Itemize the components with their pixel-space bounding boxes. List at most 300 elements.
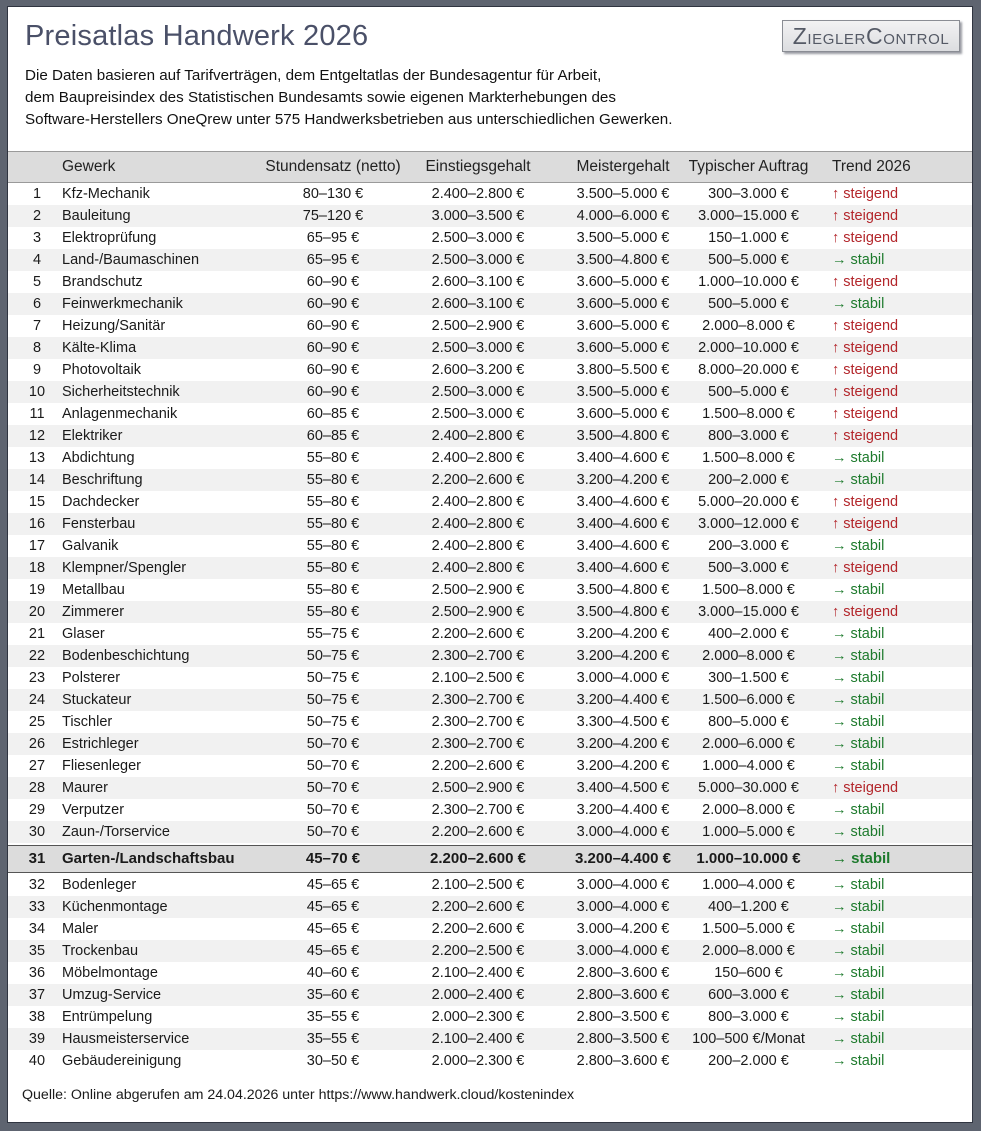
- meistergehalt-cell: 3.500–5.000 €: [576, 186, 670, 202]
- stundensatz-cell: 50–70 €: [306, 736, 360, 752]
- gewerk-cell: Stuckateur: [62, 692, 132, 708]
- row-number: 15: [28, 494, 46, 510]
- table-header: [8, 151, 972, 183]
- stundensatz-cell: 40–60 €: [306, 965, 360, 981]
- gewerk-cell: Elektroprüfung: [62, 230, 157, 246]
- trend-cell: ↑ steigend: [832, 318, 899, 334]
- table-row: [8, 293, 972, 315]
- trend-cell: → stabil: [832, 472, 885, 488]
- row-number: 2: [32, 208, 42, 224]
- source-note: Quelle: Online abgerufen am 24.04.2026 unter https://www.handwerk.cloud/kostenindex: [22, 1087, 575, 1103]
- stundensatz-cell: 35–55 €: [306, 1009, 360, 1025]
- einstiegsgehalt-cell: 3.000–3.500 €: [431, 208, 525, 224]
- auftrag-cell: 1.500–5.000 €: [702, 921, 795, 937]
- trend-cell: → stabil: [832, 538, 885, 554]
- row-number: 12: [28, 428, 46, 444]
- meistergehalt-cell: 3.000–4.000 €: [576, 824, 670, 840]
- gewerk-cell: Küchenmontage: [62, 899, 168, 915]
- table-row: [8, 1050, 972, 1072]
- stundensatz-cell: 50–70 €: [306, 780, 360, 796]
- row-number: 14: [28, 472, 46, 488]
- einstiegsgehalt-cell: 2.400–2.800 €: [431, 538, 525, 554]
- meistergehalt-cell: 3.600–5.000 €: [576, 296, 670, 312]
- meistergehalt-cell: 4.000–6.000 €: [576, 208, 670, 224]
- stundensatz-cell: 35–55 €: [306, 1031, 360, 1047]
- intro-text: [25, 65, 725, 131]
- trend-cell: → stabil: [832, 921, 885, 937]
- trend-cell: → stabil: [832, 252, 885, 268]
- trend-cell: → stabil: [832, 582, 885, 598]
- trend-cell: → stabil: [832, 824, 885, 840]
- einstiegsgehalt-cell: 2.100–2.400 €: [431, 1031, 525, 1047]
- row-number: 7: [32, 318, 42, 334]
- stundensatz-cell: 50–75 €: [306, 648, 360, 664]
- table-row: [8, 315, 972, 337]
- gewerk-cell: Zimmerer: [62, 604, 125, 620]
- einstiegsgehalt-cell: 2.500–3.000 €: [431, 252, 525, 268]
- auftrag-cell: 800–3.000 €: [708, 428, 789, 444]
- table-row: [8, 271, 972, 293]
- gewerk-cell: Hausmeisterservice: [62, 1031, 190, 1047]
- stundensatz-cell: 50–70 €: [306, 758, 360, 774]
- gewerk-cell: Maler: [62, 921, 99, 937]
- meistergehalt-cell: 2.800–3.500 €: [576, 1031, 670, 1047]
- row-number: 40: [28, 1053, 46, 1069]
- auftrag-cell: 1.500–6.000 €: [702, 692, 795, 708]
- stundensatz-cell: 60–90 €: [306, 384, 360, 400]
- meistergehalt-cell: 3.200–4.400 €: [576, 802, 670, 818]
- row-number: 38: [28, 1009, 46, 1025]
- trend-cell: → stabil: [832, 1031, 885, 1047]
- col-header-auftrag: Typischer Auftrag: [688, 158, 809, 175]
- meistergehalt-cell: 3.000–4.000 €: [576, 943, 670, 959]
- auftrag-cell: 3.000–12.000 €: [698, 516, 799, 532]
- meistergehalt-cell: 2.800–3.600 €: [576, 987, 670, 1003]
- auftrag-cell: 800–3.000 €: [708, 1009, 789, 1025]
- meistergehalt-cell: 3.500–4.800 €: [576, 252, 670, 268]
- table-row: [8, 1006, 972, 1028]
- auftrag-cell: 2.000–8.000 €: [702, 318, 795, 334]
- gewerk-cell: Fliesenleger: [62, 758, 141, 774]
- einstiegsgehalt-cell: 2.200–2.600 €: [431, 472, 525, 488]
- trend-cell: → stabil: [832, 450, 885, 466]
- einstiegsgehalt-cell: 2.100–2.500 €: [431, 877, 525, 893]
- stundensatz-cell: 45–65 €: [306, 943, 360, 959]
- einstiegsgehalt-cell: 2.200–2.600 €: [430, 850, 526, 867]
- einstiegsgehalt-cell: 2.300–2.700 €: [431, 802, 525, 818]
- stundensatz-cell: 65–95 €: [306, 252, 360, 268]
- einstiegsgehalt-cell: 2.400–2.800 €: [431, 450, 525, 466]
- einstiegsgehalt-cell: 2.400–2.800 €: [431, 516, 525, 532]
- gewerk-cell: Trockenbau: [62, 943, 139, 959]
- row-number: 25: [28, 714, 46, 730]
- gewerk-cell: Heizung/Sanitär: [62, 318, 166, 334]
- trend-cell: → stabil: [832, 296, 885, 312]
- stundensatz-cell: 30–50 €: [306, 1053, 360, 1069]
- auftrag-cell: 1.000–4.000 €: [702, 758, 795, 774]
- stundensatz-cell: 50–70 €: [306, 802, 360, 818]
- meistergehalt-cell: 3.600–5.000 €: [576, 274, 670, 290]
- gewerk-cell: Metallbau: [62, 582, 125, 598]
- stundensatz-cell: 55–80 €: [306, 604, 360, 620]
- table-row: [8, 205, 972, 227]
- table-row: [8, 601, 972, 623]
- table-row: [8, 896, 972, 918]
- table-row: [8, 940, 972, 962]
- trend-cell: → stabil: [832, 626, 885, 642]
- einstiegsgehalt-cell: 2.300–2.700 €: [431, 714, 525, 730]
- table-row: [8, 623, 972, 645]
- trend-cell: → stabil: [832, 736, 885, 752]
- meistergehalt-cell: 3.400–4.600 €: [576, 494, 670, 510]
- meistergehalt-cell: 3.000–4.000 €: [576, 877, 670, 893]
- trend-cell: ↑ steigend: [832, 780, 899, 796]
- auftrag-cell: 1.500–8.000 €: [702, 582, 795, 598]
- einstiegsgehalt-cell: 2.600–3.200 €: [431, 362, 525, 378]
- gewerk-cell: Bodenbeschichtung: [62, 648, 190, 664]
- trend-cell: → stabil: [832, 987, 885, 1003]
- row-number: 13: [28, 450, 46, 466]
- auftrag-cell: 1.000–5.000 €: [702, 824, 795, 840]
- meistergehalt-cell: 3.400–4.600 €: [576, 450, 670, 466]
- document-panel: [7, 6, 973, 1123]
- row-number: 26: [28, 736, 46, 752]
- meistergehalt-cell: 3.500–5.000 €: [576, 230, 670, 246]
- gewerk-cell: Garten-/Landschaftsbau: [62, 850, 235, 867]
- meistergehalt-cell: 3.000–4.000 €: [576, 899, 670, 915]
- row-number: 17: [28, 538, 46, 554]
- trend-cell: → stabil: [832, 714, 885, 730]
- table-row: [8, 249, 972, 271]
- einstiegsgehalt-cell: 2.200–2.600 €: [431, 824, 525, 840]
- auftrag-cell: 500–5.000 €: [708, 252, 789, 268]
- row-number: 8: [32, 340, 42, 356]
- einstiegsgehalt-cell: 2.500–3.000 €: [431, 406, 525, 422]
- trend-cell: ↑ steigend: [832, 494, 899, 510]
- trend-cell: → stabil: [832, 850, 891, 867]
- gewerk-cell: Estrichleger: [62, 736, 139, 752]
- meistergehalt-cell: 3.200–4.400 €: [575, 850, 671, 867]
- meistergehalt-cell: 3.600–5.000 €: [576, 318, 670, 334]
- stundensatz-cell: 45–65 €: [306, 877, 360, 893]
- auftrag-cell: 600–3.000 €: [708, 987, 789, 1003]
- gewerk-cell: Glaser: [62, 626, 105, 642]
- stundensatz-cell: 60–85 €: [306, 428, 360, 444]
- einstiegsgehalt-cell: 2.500–3.000 €: [431, 230, 525, 246]
- stundensatz-cell: 55–80 €: [306, 516, 360, 532]
- stundensatz-cell: 60–90 €: [306, 318, 360, 334]
- stundensatz-cell: 50–75 €: [306, 670, 360, 686]
- row-number: 16: [28, 516, 46, 532]
- gewerk-cell: Land-/Baumaschinen: [62, 252, 200, 268]
- table-row: [8, 918, 972, 940]
- intro-line: Die Daten basieren auf Tarifverträgen, dem Entgeltatlas der Bundesagentur für Arbeit,: [25, 67, 602, 84]
- auftrag-cell: 5.000–20.000 €: [698, 494, 799, 510]
- einstiegsgehalt-cell: 2.200–2.500 €: [431, 943, 525, 959]
- table-row: [8, 1028, 972, 1050]
- einstiegsgehalt-cell: 2.000–2.300 €: [431, 1053, 525, 1069]
- meistergehalt-cell: 3.200–4.200 €: [576, 626, 670, 642]
- auftrag-cell: 3.000–15.000 €: [698, 604, 799, 620]
- col-header-meistergehalt: Meistergehalt: [576, 158, 670, 175]
- einstiegsgehalt-cell: 2.300–2.700 €: [431, 648, 525, 664]
- row-number: 27: [28, 758, 46, 774]
- table-row: [8, 513, 972, 535]
- row-number: 4: [32, 252, 42, 268]
- gewerk-cell: Abdichtung: [62, 450, 135, 466]
- stundensatz-cell: 35–60 €: [306, 987, 360, 1003]
- trend-cell: → stabil: [832, 965, 885, 981]
- stundensatz-cell: 50–70 €: [306, 824, 360, 840]
- einstiegsgehalt-cell: 2.000–2.400 €: [431, 987, 525, 1003]
- row-number: 10: [28, 384, 46, 400]
- meistergehalt-cell: 3.400–4.600 €: [576, 516, 670, 532]
- stundensatz-cell: 55–80 €: [306, 538, 360, 554]
- table-row: [8, 579, 972, 601]
- gewerk-cell: Maurer: [62, 780, 108, 796]
- gewerk-cell: Beschriftung: [62, 472, 143, 488]
- table-row: [8, 733, 972, 755]
- table-row: [8, 984, 972, 1006]
- einstiegsgehalt-cell: 2.100–2.500 €: [431, 670, 525, 686]
- auftrag-cell: 200–2.000 €: [708, 1053, 789, 1069]
- table-row: [8, 535, 972, 557]
- trend-cell: ↑ steigend: [832, 340, 899, 356]
- einstiegsgehalt-cell: 2.400–2.800 €: [431, 186, 525, 202]
- einstiegsgehalt-cell: 2.300–2.700 €: [431, 736, 525, 752]
- gewerk-cell: Fensterbau: [62, 516, 136, 532]
- stundensatz-cell: 45–65 €: [306, 921, 360, 937]
- company-logo: ZIEGLERCONTROL: [782, 20, 960, 52]
- einstiegsgehalt-cell: 2.500–2.900 €: [431, 582, 525, 598]
- table-row: [8, 447, 972, 469]
- einstiegsgehalt-cell: 2.300–2.700 €: [431, 692, 525, 708]
- auftrag-cell: 200–2.000 €: [708, 472, 789, 488]
- row-number: 19: [28, 582, 46, 598]
- intro-line: dem Baupreisindex des Statistischen Bundesamts sowie eigenen Markterhebungen des: [25, 89, 616, 106]
- meistergehalt-cell: 3.500–4.800 €: [576, 582, 670, 598]
- table-row: [8, 711, 972, 733]
- row-number: 24: [28, 692, 46, 708]
- gewerk-cell: Verputzer: [62, 802, 125, 818]
- stundensatz-cell: 45–65 €: [306, 899, 360, 915]
- stundensatz-cell: 60–90 €: [306, 274, 360, 290]
- gewerk-cell: Bauleitung: [62, 208, 131, 224]
- auftrag-cell: 2.000–8.000 €: [702, 943, 795, 959]
- row-number: 32: [28, 877, 46, 893]
- meistergehalt-cell: 2.800–3.600 €: [576, 1053, 670, 1069]
- table-row: [8, 874, 972, 896]
- trend-cell: ↑ steigend: [832, 560, 899, 576]
- gewerk-cell: Galvanik: [62, 538, 119, 554]
- einstiegsgehalt-cell: 2.400–2.800 €: [431, 560, 525, 576]
- trend-cell: → stabil: [832, 943, 885, 959]
- row-number: 11: [29, 406, 45, 422]
- auftrag-cell: 1.000–10.000 €: [698, 274, 799, 290]
- auftrag-cell: 300–3.000 €: [708, 186, 789, 202]
- auftrag-cell: 1.500–8.000 €: [702, 406, 795, 422]
- gewerk-cell: Anlagenmechanik: [62, 406, 178, 422]
- stundensatz-cell: 45–70 €: [305, 850, 361, 867]
- col-header-stundensatz: Stundensatz (netto): [265, 158, 401, 175]
- row-number: 21: [28, 626, 46, 642]
- einstiegsgehalt-cell: 2.200–2.600 €: [431, 758, 525, 774]
- col-header-trend: Trend 2026: [832, 158, 911, 175]
- trend-cell: ↑ steigend: [832, 428, 899, 444]
- stundensatz-cell: 55–80 €: [306, 560, 360, 576]
- auftrag-cell: 2.000–8.000 €: [702, 802, 795, 818]
- col-header-einstiegsgehalt: Einstiegsgehalt: [425, 158, 531, 175]
- row-number: 22: [28, 648, 46, 664]
- stundensatz-cell: 60–90 €: [306, 296, 360, 312]
- table-row: [8, 381, 972, 403]
- einstiegsgehalt-cell: 2.200–2.600 €: [431, 899, 525, 915]
- meistergehalt-cell: 3.300–4.500 €: [576, 714, 670, 730]
- meistergehalt-cell: 3.600–5.000 €: [576, 340, 670, 356]
- meistergehalt-cell: 2.800–3.600 €: [576, 965, 670, 981]
- trend-cell: → stabil: [832, 758, 885, 774]
- gewerk-cell: Bodenleger: [62, 877, 137, 893]
- table-row-highlighted: [8, 845, 972, 873]
- stundensatz-cell: 55–80 €: [306, 450, 360, 466]
- meistergehalt-cell: 2.800–3.500 €: [576, 1009, 670, 1025]
- einstiegsgehalt-cell: 2.600–3.100 €: [431, 274, 525, 290]
- meistergehalt-cell: 3.500–4.800 €: [576, 604, 670, 620]
- stundensatz-cell: 75–120 €: [302, 208, 364, 224]
- row-number: 29: [28, 802, 46, 818]
- intro-line: Software-Herstellers OneQrew unter 575 Handwerksbetrieben aus unterschiedlichen Gewerken.: [25, 111, 673, 128]
- auftrag-cell: 100–500 €/Monat: [692, 1031, 805, 1047]
- page-title: Preisatlas Handwerk 2026: [25, 20, 369, 52]
- auftrag-cell: 200–3.000 €: [708, 538, 789, 554]
- table-row: [8, 755, 972, 777]
- row-number: 20: [28, 604, 46, 620]
- einstiegsgehalt-cell: 2.500–2.900 €: [431, 780, 525, 796]
- einstiegsgehalt-cell: 2.000–2.300 €: [431, 1009, 525, 1025]
- stundensatz-cell: 55–80 €: [306, 472, 360, 488]
- gewerk-cell: Polsterer: [62, 670, 121, 686]
- gewerk-cell: Photovoltaik: [62, 362, 141, 378]
- table-row: [8, 469, 972, 491]
- auftrag-cell: 3.000–15.000 €: [698, 208, 799, 224]
- gewerk-cell: Kfz-Mechanik: [62, 186, 150, 202]
- gewerk-cell: Zaun-/Torservice: [62, 824, 170, 840]
- auftrag-cell: 300–1.500 €: [708, 670, 789, 686]
- einstiegsgehalt-cell: 2.200–2.600 €: [431, 626, 525, 642]
- auftrag-cell: 2.000–10.000 €: [698, 340, 799, 356]
- auftrag-cell: 500–5.000 €: [708, 296, 789, 312]
- row-number: 36: [28, 965, 46, 981]
- einstiegsgehalt-cell: 2.500–3.000 €: [431, 384, 525, 400]
- meistergehalt-cell: 3.200–4.200 €: [576, 736, 670, 752]
- table-row: [8, 359, 972, 381]
- row-number: 39: [28, 1031, 46, 1047]
- table-row: [8, 821, 972, 843]
- col-header-gewerk: Gewerk: [62, 158, 116, 175]
- row-number: 34: [28, 921, 46, 937]
- meistergehalt-cell: 3.200–4.200 €: [576, 472, 670, 488]
- trend-cell: → stabil: [832, 877, 885, 893]
- auftrag-cell: 2.000–6.000 €: [702, 736, 795, 752]
- trend-cell: ↑ steigend: [832, 274, 899, 290]
- trend-cell: ↑ steigend: [832, 516, 899, 532]
- row-number: 18: [28, 560, 46, 576]
- stundensatz-cell: 60–90 €: [306, 362, 360, 378]
- table-row: [8, 667, 972, 689]
- auftrag-cell: 1.000–4.000 €: [702, 877, 795, 893]
- einstiegsgehalt-cell: 2.500–2.900 €: [431, 318, 525, 334]
- gewerk-cell: Brandschutz: [62, 274, 143, 290]
- table-row: [8, 777, 972, 799]
- gewerk-cell: Entrümpelung: [62, 1009, 153, 1025]
- trend-cell: ↑ steigend: [832, 604, 899, 620]
- meistergehalt-cell: 3.000–4.000 €: [576, 670, 670, 686]
- auftrag-cell: 8.000–20.000 €: [698, 362, 799, 378]
- meistergehalt-cell: 3.400–4.600 €: [576, 538, 670, 554]
- meistergehalt-cell: 3.500–5.000 €: [576, 384, 670, 400]
- trend-cell: → stabil: [832, 899, 885, 915]
- meistergehalt-cell: 3.500–4.800 €: [576, 428, 670, 444]
- gewerk-cell: Dachdecker: [62, 494, 140, 510]
- einstiegsgehalt-cell: 2.400–2.800 €: [431, 494, 525, 510]
- trend-cell: ↑ steigend: [832, 362, 899, 378]
- stundensatz-cell: 65–95 €: [306, 230, 360, 246]
- row-number: 37: [28, 987, 46, 1003]
- table-row: [8, 799, 972, 821]
- stundensatz-cell: 80–130 €: [302, 186, 364, 202]
- trend-cell: → stabil: [832, 692, 885, 708]
- table-row: [8, 425, 972, 447]
- table-row: [8, 491, 972, 513]
- row-number: 5: [32, 274, 42, 290]
- stundensatz-cell: 60–85 €: [306, 406, 360, 422]
- row-number: 6: [32, 296, 42, 312]
- auftrag-cell: 400–1.200 €: [708, 899, 789, 915]
- einstiegsgehalt-cell: 2.500–3.000 €: [431, 340, 525, 356]
- table-row: [8, 403, 972, 425]
- trend-cell: → stabil: [832, 648, 885, 664]
- auftrag-cell: 150–600 €: [714, 965, 783, 981]
- einstiegsgehalt-cell: 2.100–2.400 €: [431, 965, 525, 981]
- table-row: [8, 227, 972, 249]
- trend-cell: ↑ steigend: [832, 384, 899, 400]
- row-number: 23: [28, 670, 46, 686]
- trend-cell: → stabil: [832, 1053, 885, 1069]
- row-number: 3: [32, 230, 42, 246]
- gewerk-cell: Elektriker: [62, 428, 123, 444]
- meistergehalt-cell: 3.200–4.200 €: [576, 758, 670, 774]
- gewerk-cell: Kälte-Klima: [62, 340, 137, 356]
- table-row: [8, 962, 972, 984]
- stundensatz-cell: 55–80 €: [306, 582, 360, 598]
- trend-cell: → stabil: [832, 1009, 885, 1025]
- trend-cell: ↑ steigend: [832, 230, 899, 246]
- auftrag-cell: 150–1.000 €: [708, 230, 789, 246]
- meistergehalt-cell: 3.200–4.400 €: [576, 692, 670, 708]
- einstiegsgehalt-cell: 2.200–2.600 €: [431, 921, 525, 937]
- meistergehalt-cell: 3.400–4.600 €: [576, 560, 670, 576]
- trend-cell: → stabil: [832, 670, 885, 686]
- table-row: [8, 689, 972, 711]
- meistergehalt-cell: 3.000–4.200 €: [576, 921, 670, 937]
- auftrag-cell: 1.000–10.000 €: [696, 850, 801, 867]
- table-row: [8, 183, 972, 205]
- einstiegsgehalt-cell: 2.600–3.100 €: [431, 296, 525, 312]
- stundensatz-cell: 60–90 €: [306, 340, 360, 356]
- meistergehalt-cell: 3.400–4.500 €: [576, 780, 670, 796]
- table-row: [8, 337, 972, 359]
- table-row: [8, 645, 972, 667]
